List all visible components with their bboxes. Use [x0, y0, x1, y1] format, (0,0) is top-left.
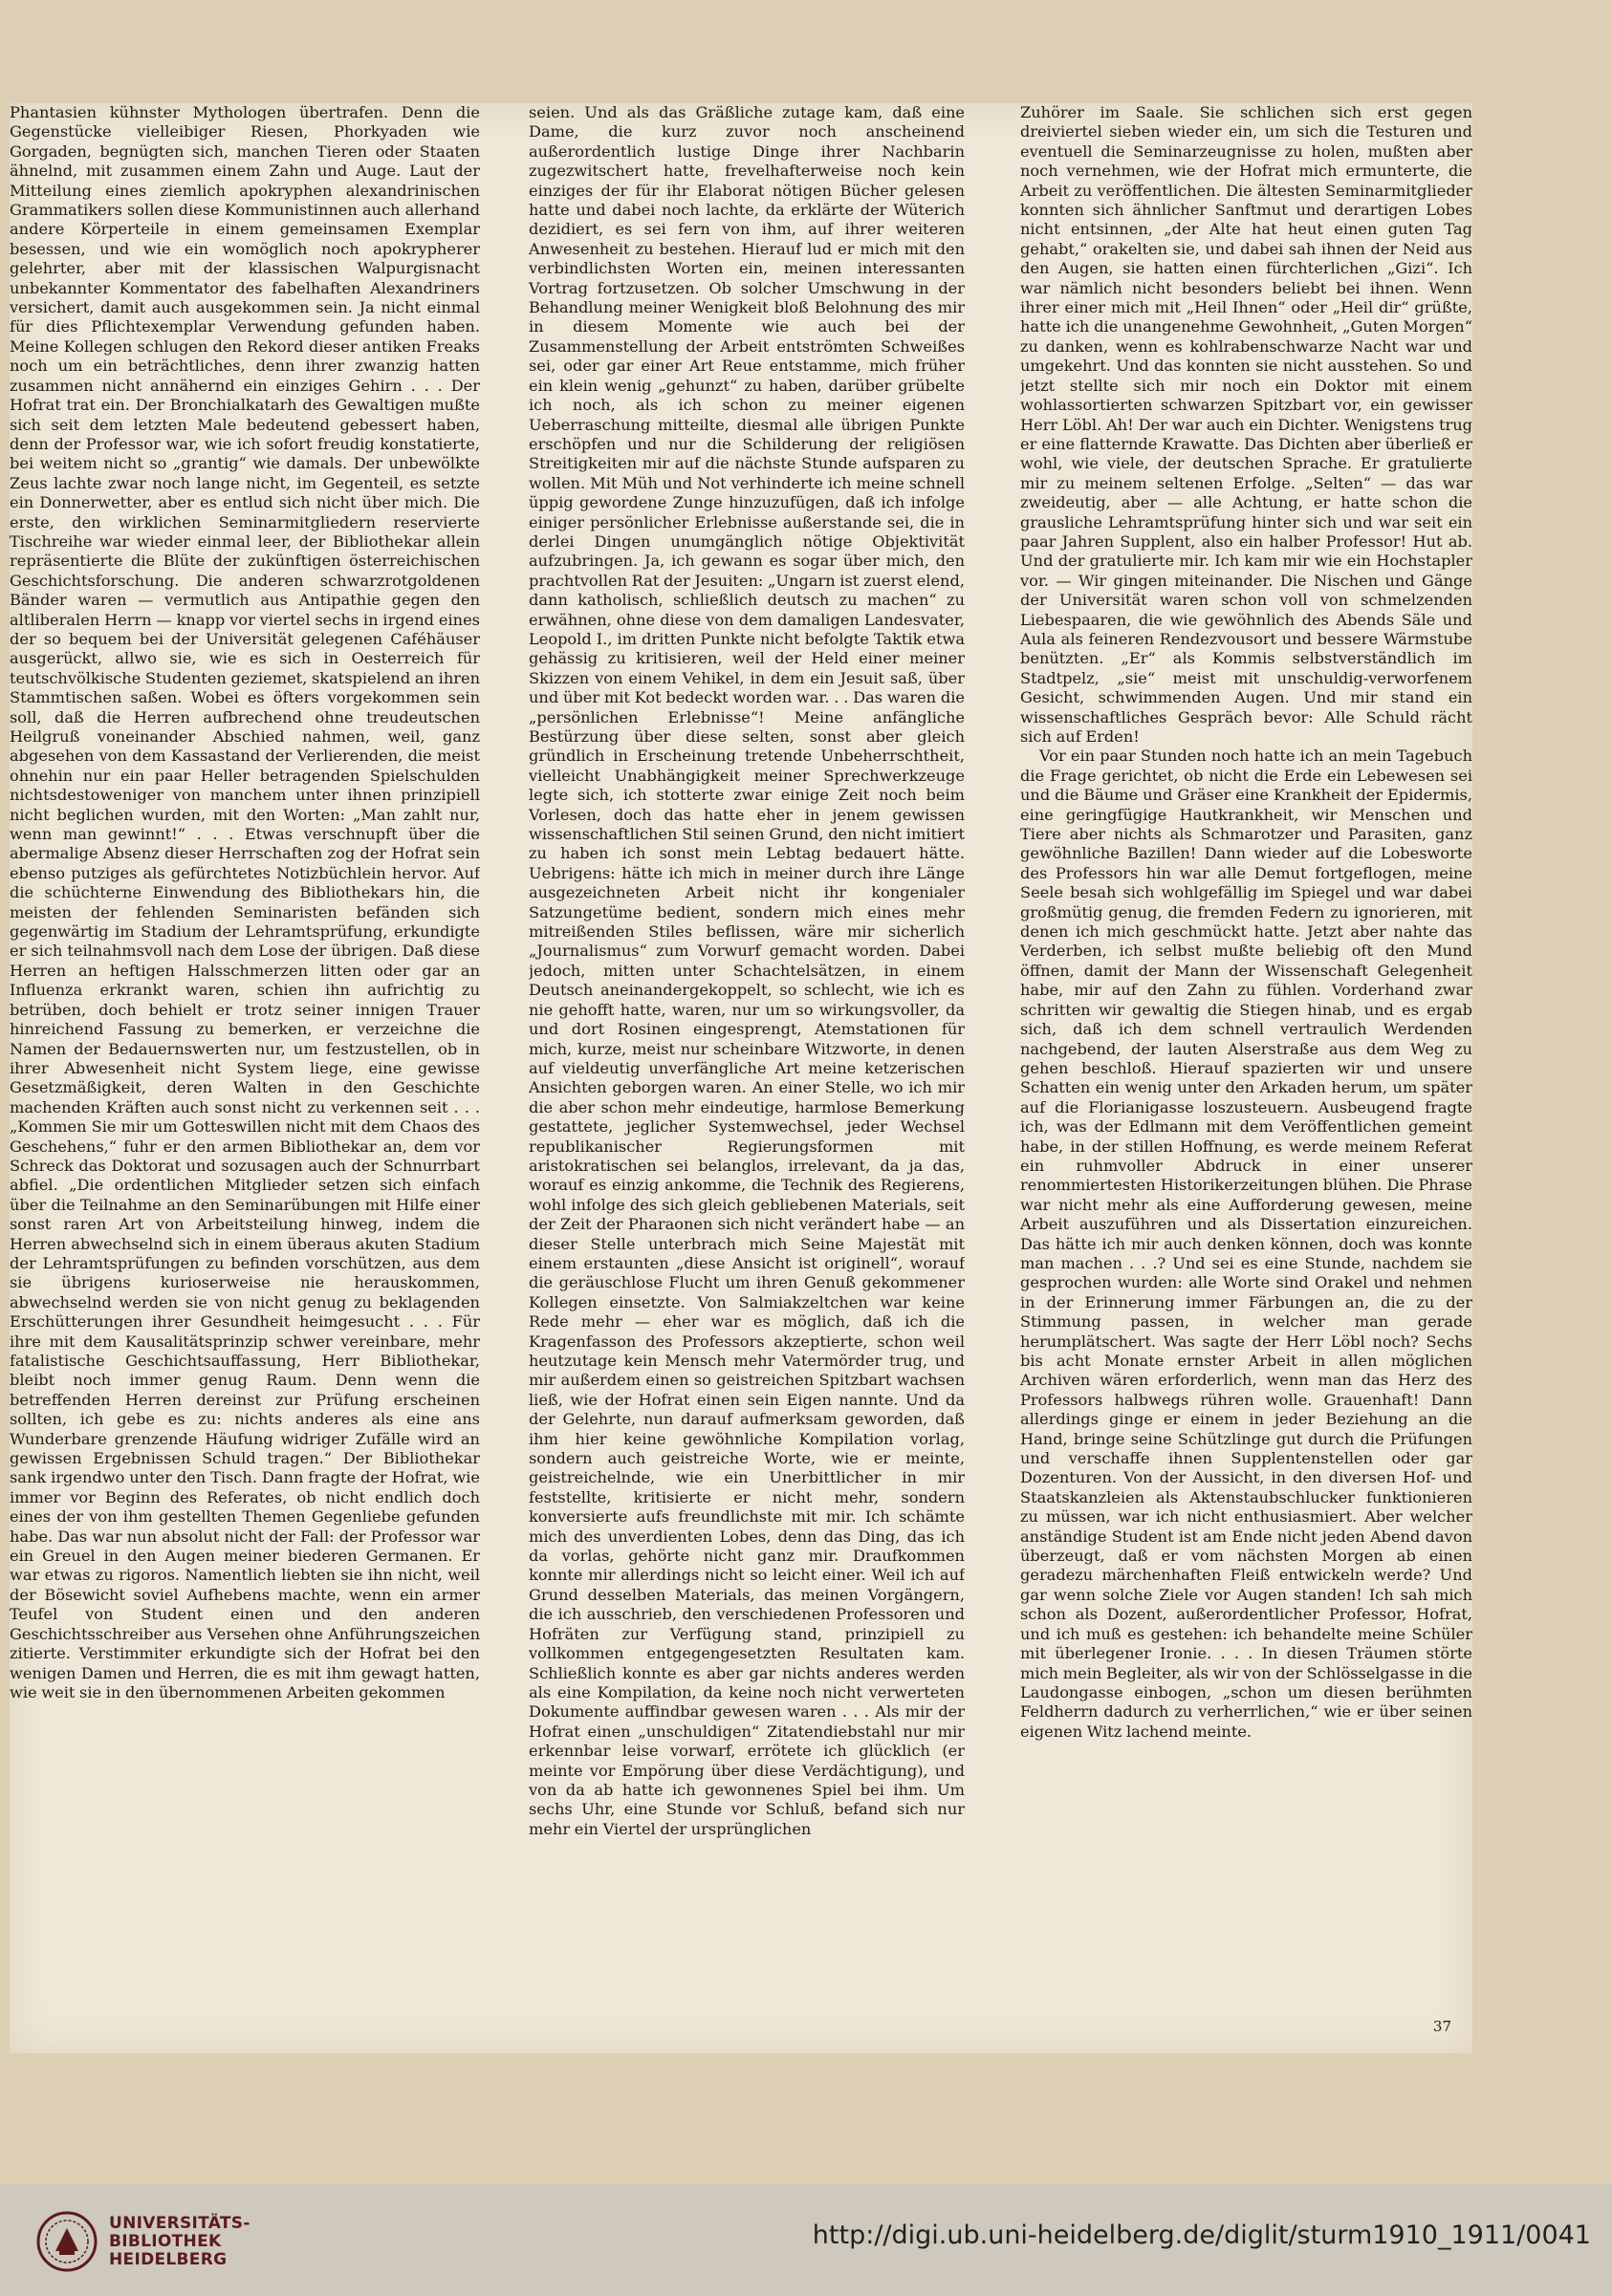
paragraph: Zuhörer im Saale. Sie schlichen sich erst gegen dreiviertel sieben wieder ein, um sich die Testuren und eventuell die Seminarzeugnisse zu holen, mußten aber noch vernehmen, wie der Hofrat mich ermunterte, die Arbeit zu veröffentlichen. Die ältesten Seminarmitglieder konnten sich ähnlicher Sanftmut und derartigen Lobes nicht entsinnen, „der Alte hat heut einen guten Tag gehabt,“ orakelten sie, und dabei sah ihnen der Neid aus den Augen, sie hatten einen fürchterlichen „Gizi“. Ich war nämlich nicht besonders beliebt bei ihnen. Wenn ihrer einer mich mit „Heil Ihnen“ oder „Heil dir“ grüßte, hatte ich die unangenehme Gewohnheit, „Guten Morgen“ zu danken, wenn es kohlrabenschwarze Nacht war und umgekehrt. Und das konnten sie nicht ausstehen. So und jetzt stellte sich mir noch ein Doktor mit einem wohlassortierten schwarzen Spitzbart vor, ein gewisser Herr Löbl. Ah! Der war auch ein Dichter. Wenigstens trug er eine flatternde Krawatte. Das Dichten aber überließ er wohl, wie viele, der deutschen Sprache. Er gratulierte mir zu meinem seltenen Erfolge. „Selten“ — das war zweideutig, aber — alle Achtung, er hatte schon die grausliche Lehramtsprüfung hinter sich und war seit ein paar Jahren Supplent, also ein halber Professor! Hut ab. Und der gratulierte mir. Ich kam mir wie ein Hochstapler vor. — Wir gingen miteinander. Die Nischen und Gänge der Universität waren schon voll von schmelzenden Liebespaaren, die wie gewöhnlich des Abends Säle und Aula als feineren Rendezvousort und bessere Wärmstube benützten. „Er“ als Kommis selbstverständlich im Stadtpelz, „sie“ meist mit unschuldig-verworfenem Gesicht, schwimmenden Augen. Und mir stand ein wissenschaftliches Gespräch bevor: Alle Schuld rächt sich auf Erden! — [1020, 103, 1472, 746]
library-name-line: UNIVERSITÄTS- — [109, 2213, 251, 2233]
source-url-link[interactable]: http://digi.ub.uni-heidelberg.de/diglit/sturm1910_1911/0041 — [812, 2220, 1591, 2250]
library-logo[interactable] — [36, 2211, 251, 2272]
text-column-1 — [10, 103, 480, 2029]
university-seal-icon — [36, 2211, 98, 2272]
paragraph: Vor ein paar Stunden noch hatte ich an mein Tagebuch die Frage gerichtet, ob nicht die Erde ein Lebewesen sei und die Bäume und Gräser eine Krankheit der Epidermis, eine geringfügige Hautkrankheit, wir Menschen und Tiere aber nichts als Schmarotzer und Parasiten, ganz gewöhnliche Bazillen! Dann wieder auf die Lobesworte des Professors hin war alle Demut fortgeflogen, meine Seele besah sich wohlgefällig im Spiegel und war dabei großmütig genug, die fremden Federn zu ignorieren, mit denen ich mich geschmückt hatte. Jetzt aber nahte das Verderben, ich selbst mußte beliebig oft den Mund öffnen, damit der Mann der Wissenschaft Gelegenheit habe, mir auf den Zahn zu fühlen. Vorderhand zwar schritten wir gewaltig die Stiegen hinab, und es ergab sich, daß ich dem schnell vertraulich Werdenden nachgebend, der lauten Alserstraße aus dem Weg zu gehen beschloß. Hierauf spazierten wir und unsere Schatten ein wenig unter den Arkaden herum, um später auf die Florianigasse loszusteuern. Ausbeugend fragte ich, was der Edlmann mit dem Veröffentlichen gemeint habe, in der stillen Hoffnung, es werde meinem Referat ein ruhmvoller Abdruck in einer unserer renommiertesten Historikerzeitungen blühen. Die Phrase war nicht mehr als eine Aufforderung gewesen, meine Arbeit auszuführen und als Dissertation einzureichen. Das hätte ich mir auch denken können, doch was konnte man machen . . .? Und sei es eine Stunde, nachdem sie gesprochen wurden: alle Worte sind Orakel und nehmen in der Erinnerung immer Färbungen an, die zu der Stimmung passen, in welcher man gerade herumplätschert. Was sagte der Herr Löbl noch? Sechs bis acht Monate ernster Arbeit in allen möglichen Archiven wären erforderlich, wenn man das Herz des Professors halbwegs rühren wolle. Grauenhaft! Dann allerdings ginge er einem in jeder Beziehung an die Hand, bringe seine Schützlinge gut durch die Prüfungen und verschaffe ihnen Supplentenstellen oder gar Dozenturen. Von der Aussicht, in den diversen Hof- und Staatskanzleien als Aktenstaubschlucker funktionieren zu müssen, war ich nicht enthusiasmiert. Aber welcher anständige Student ist am Ende nicht jeden Abend davon überzeugt, daß er vom nächsten Morgen ab einen geradezu märchenhaften Fleiß entwickeln werde? Und gar wenn solche Ziele vor Augen standen! Ich sah mich schon als Dozent, außerordentlicher Professor, Hofrat, und ich muß es gestehen: ich behandelte meine Schüler mit überlegener Ironie. . . . In diesen Träumen störte mich mein Begleiter, als wir von der Schlösselgasse in die Laudongasse einbogen, „schon um diesen berühmten Feldherrn dadurch zu verherrlichen,“ wie er über seinen eigenen Witz lachend meinte. — [1020, 747, 1472, 1741]
text-column-3 — [1020, 103, 1472, 2029]
library-footer — [0, 2184, 1612, 2296]
library-name — [109, 2215, 251, 2269]
library-name-line: BIBLIOTHEK — [109, 2231, 222, 2251]
paragraph: seien. Und als das Gräßliche zutage kam, daß eine Dame, die kurz zuvor noch anscheinend außerordentlich lustige Dinge ihrer Nachbarin zugezwitschert hatte, frevelhafterweise noch kein einziges der für ihr Elaborat nötigen Bücher gelesen hatte und dabei noch lachte, da erklärte der Wüterich dezidiert, es sei fern von ihm, auf ihrer weiteren Anwesenheit zu bestehen. Hierauf lud er mich mit den verbindlichsten Worten ein, meinen interessanten Vortrag fortzusetzen. Ob solcher Umschwung in der Behandlung meiner Wenigkeit bloß Belohnung des mir in diesem Momente wie auch bei der Zusammenstellung der Arbeit entströmten Schweißes sei, oder gar einer Art Reue entstamme, mich früher ein klein wenig „gehunzt“ zu haben, darüber grübelte ich noch, als ich schon zu meiner eigenen Ueberraschung mitteilte, diesmal alle übrigen Punkte erschöpfen und nur die Schilderung der religiösen Streitigkeiten mir auf die nächste Stunde aufsparen zu wollen. Mit Müh und Not verhinderte ich meine schnell üppig gewordene Zunge hinzuzufügen, daß ich infolge einiger persönlicher Erlebnisse außerstande sei, die in derlei Dingen unumgänglich nötige Objektivität aufzubringen. Ja, ich gewann es sogar über mich, den prachtvollen Rat der Jesuiten: „Ungarn ist zuerst elend, dann katholisch, schließlich deutsch zu machen“ zu erwähnen, ohne diese von dem damaligen Landesvater, Leopold I., im dritten Punkte nicht befolgte Taktik etwa gehässig zu kritisieren, weil der Held einer meiner Skizzen von einem Vehikel, in dem ein Jesuit saß, über und über mit Kot bedeckt worden war. . . Das waren die „persönlichen Erlebnisse“! Meine anfängliche Bestürzung über diese selten, sonst aber gleich gründlich in Erscheinung tretende Unbeherrschtheit, vielleicht Unabhängigkeit meiner Sprechwerkzeuge legte sich, ich stotterte zwar einige Zeit noch beim Vorlesen, doch das hatte eher in jenem gewissen wissenschaftlichen Stil seinen Grund, den nicht imitiert zu haben ich sonst mein Lebtag bedauert hätte. Uebrigens: hätte ich mich in meiner durch ihre Länge ausgezeichneten Arbeit nicht ihr kongenialer Satzungetüme bedient, sondern mich eines mehr mitreißenden Stiles beflissen, wäre mir sicherlich „Journalismus“ zum Vorwurf gemacht worden. Dabei jedoch, mitten unter Schachtelsätzen, in einem Deutsch aneinandergekoppelt, so schlecht, wie ich es nie gehofft hatte, waren, nur um so wirkungsvoller, da und dort Rosinen eingesprengt, Atemstationen für mich, kurze, meist nur scheinbare Witzworte, in denen auf vieldeutig unverfängliche Art meine ketzerischen Ansichten geborgen waren. An einer Stelle, wo ich mir die aber schon mehr eindeutige, harmlose Bemerkung gestattete, jeglicher Systemwechsel, jeder Wechsel republikanischer Regierungsformen mit aristokratischen sei belanglos, irrelevant, da ja das, worauf es einzig ankomme, die Technik des Regierens, wohl infolge des sich gleich gebliebenen Materials, seit der Zeit der Pharaonen sich nicht verändert habe — an dieser Stelle unterbrach mich Seine Majestät mit einem erstaunten „diese Ansicht ist originell“, worauf die geräuschlose Flucht um ihren Genuß gekommener Kollegen einsetzte. Von Salmiakzeltchen war keine Rede mehr — eher war es möglich, daß ich die Kragenfasson des Professors akzeptierte, schon weil heutzutage kein Mensch mehr Vatermörder trug, und mir außerdem einen so geistreichen Spitzbart wachsen ließ, wie der Hofrat einen sein Eigen nannte. Und da der Gelehrte, nun darauf aufmerksam geworden, daß ihm hier keine gewöhnliche Kompilation vorlag, sondern auch geistreiche Worte, wie er meinte, geistreichelnde, wie ein Unerbittlicher in mir feststellte, kritisierte er nicht mehr, sondern konversierte aufs freundlichste mit mir. Ich schämte mich des unverdienten Lobes, denn das Ding, das ich da vorlas, gehörte nicht ganz mir. Draufkommen konnte mir allerdings nicht so leicht einer. Weil ich auf Grund desselben Materials, das meinen Vorgängern, die ich ausschrieb, den verschiedenen Professoren und Hofräten zur Verfügung stand, prinzipiell zu vollkommen entgegengesetzten Resultaten kam. Schließlich konnte es aber gar nichts anderes werden als eine Kompilation, da keine noch nicht verwerteten Dokumente auffindbar gewesen waren . . . Als mir der Hofrat einen „unschuldigen“ Zitatendiebstahl nur mir erkennbar leise vorwarf, errötete ich glücklich (er meinte vor Empörung über diese Verdächtigung), und von da ab hatte ich gewonnenes Spiel bei ihm. Um sechs Uhr, eine Stunde vor Schluß, befand sich nur mehr ein Viertel der ursprünglichen — [529, 103, 965, 1838]
paragraph: Phantasien kühnster Mythologen übertrafen. Denn die Gegenstücke vielleibiger Riesen, Phorkyaden wie Gorgaden, begnügten sich, manchen Tieren oder Staaten ähnelnd, mit zusammen einem Zahn und Auge. Laut der Mitteilung eines ziemlich apokryphen alexandrinischen Grammatikers sollen diese Kommunistinnen auch allerhand andere Körperteile in einem gemeinsamen Exemplar besessen, und wie ein womöglich noch apokrypherer gelehrter, aber mit der klassischen Walpurgisnacht unbekannter Kommentator des fabelhaften Alexandriners versichert, damit auch ausgekommen sein. Ja nicht einmal für dies Pflichtexemplar Verwendung gefunden haben. Meine Kollegen schlugen den Rekord dieser antiken Freaks noch um ein beträchtliches, denn ihrer zwanzig hatten zusammen nicht annähernd ein einziges Gehirn . . . Der Hofrat trat ein. Der Bronchialkatarh des Gewaltigen mußte sich seit dem letzten Male bedeutend gebessert haben, denn der Professor war, wie ich sofort freudig konstatierte, bei weitem nicht so „grantig“ wie damals. Der unbewölkte Zeus lachte zwar noch lange nicht, im Gegenteil, es setzte ein Donnerwetter, aber es entlud sich nicht über mich. Die erste, den wirklichen Seminarmitgliedern reservierte Tischreihe war wieder einmal leer, der Bibliothekar allein repräsentierte die Blüte der zukünftigen österreichischen Geschichtsforschung. Die anderen schwarzrotgoldenen Bänder waren — vermutlich aus Antipathie gegen den altliberalen Herrn — knapp vor viertel sechs in irgend eines der so bequem bei der Universität gelegenen Caféhäuser ausgerückt, allwo sie, wie es sich in Oesterreich für teutschvölkische Studenten geziemet, skatspielend an ihren Stammtischen saßen. Wobei es öfters vorgekommen sein soll, daß die Herren aufbrechend ohne treudeutschen Heilgruß voneinander Abschied nahmen, weil, ganz abgesehen von dem Kassastand der Verlierenden, die meist ohnehin nur ein paar Heller betragenden Spielschulden nichtsdestoweniger von manchem unter ihnen prinzipiell nicht beglichen wurden, mit den Worten: „Man zahlt nur, wenn man gewinnt!“ . . . Etwas verschnupft über die abermalige Absenz dieser Herrschaften zog der Hofrat sein ebenso putziges als gefürchtetes Notizbüchlein hervor. Auf die schüchterne Einwendung des Bibliothekars hin, die meisten der fehlenden Seminaristen befänden sich gegenwärtig im Stadium der Lehramtsprüfung, erkundigte er sich teilnahmsvoll nach dem Lose der übrigen. Daß diese Herren an heftigen Halsschmerzen litten oder gar an Influenza erkrankt waren, schien ihn aufrichtig zu betrüben, doch behielt er trotz seiner innigen Trauer hinreichend Fassung zu bemerken, er verzeichne die Namen der Bedauernswerten nur, um festzustellen, ob in ihrer Abwesenheit nicht System liege, eine gewisse Gesetzmäßigkeit, deren Walten in den Geschichte machenden Kräften auch sonst nicht zu verkennen seit . . . „Kommen Sie mir um Gotteswillen nicht mit dem Chaos des Geschehens,“ fuhr er den armen Bibliothekar an, dem vor Schreck das Doktorat und sozusagen auch der Schnurrbart abfiel. „Die ordentlichen Mitglieder setzen sich einfach über die Teilnahme an den Seminarübungen mit Hilfe einer sonst raren Art von Arbeitsteilung hinweg, indem die Herren abwechselnd sich in einem überaus akuten Stadium der Lehramtsprüfungen zu befinden vorschützen, aus dem sie übrigens kurioserweise nie herauskommen, abwechselnd werden sie von nicht genug zu beklagenden Erschütterungen ihrer Gesundheit heimgesucht . . . Für ihre mit dem Kausalitätsprinzip schwer vereinbare, mehr fatalistische Geschichtsauffassung, Herr Bibliothekar, bleibt noch immer genug Raum. Denn wenn die betreffenden Herren dereinst zur Prüfung erscheinen sollten, ich gebe es zu: nichts anderes als eine ans Wunderbare grenzende Häufung widriger Zufälle wird an gewissen Ergebnissen Schuld tragen.“ Der Bibliothekar sank irgendwo unter den Tisch. Dann fragte der Hofrat, wie immer vor Beginn des Referates, ob nicht endlich doch eines der von ihm gestellten Themen Gegenliebe gefunden habe. Das war nun absolut nicht der Fall: der Professor war ein Greuel in den Augen meiner biederen Germanen. Er war etwas zu rigoros. Namentlich liebten sie ihn nicht, weil der Bösewicht soviel Aufhebens machte, wenn ein armer Teufel von Student einen und den anderen Geschichtsschreiber aus Versehen ohne Anführungszeichen zitierte. Verstimmiter erkundigte sich der Hofrat bei den wenigen Damen und Herren, die es mit ihm gewagt hatten, wie weit sie in den übernommenen Arbeiten gekommen — [10, 103, 480, 1701]
journal-page — [10, 103, 1472, 2053]
page-number: 37 — [1432, 2018, 1451, 2035]
text-column-2 — [529, 103, 965, 2029]
library-name-line: HEIDELBERG — [109, 2249, 228, 2269]
text-columns — [10, 103, 1472, 2034]
